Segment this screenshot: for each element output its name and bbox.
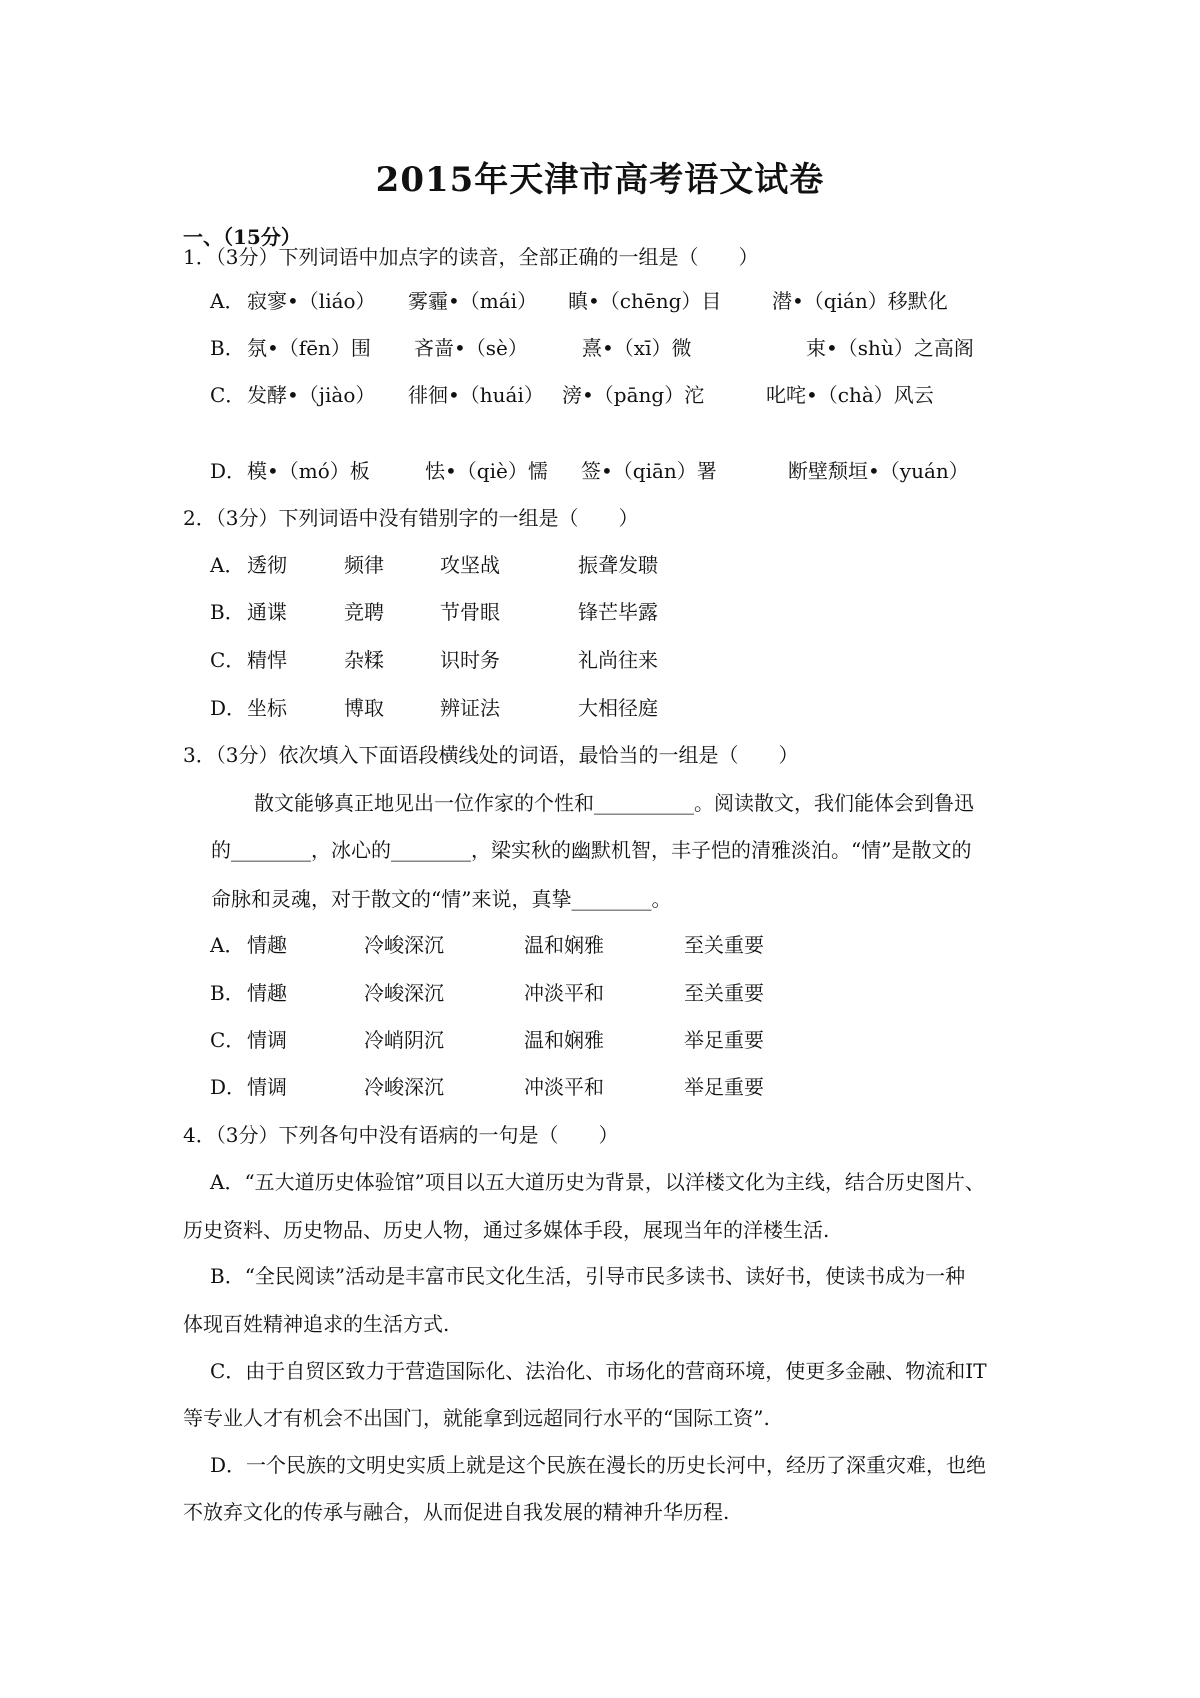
section-heading: 一、（15分） bbox=[183, 225, 301, 249]
q1-option-c-item-1: 发酵•（jiào） bbox=[247, 383, 376, 407]
q4-option-b-line-2: 体现百姓精神追求的生活方式. bbox=[183, 1312, 450, 1336]
q1-option-c-item-3: 滂•（pāng）沱 bbox=[562, 383, 705, 407]
q2-option-c-label: C． bbox=[210, 648, 246, 672]
q1-option-a-item-4: 潜•（qián）移默化 bbox=[772, 289, 948, 313]
q4-option-c-line-2: 等专业人才有机会不出国门，就能拿到远超同行水平的“国际工资”. bbox=[183, 1406, 770, 1430]
q2-option-d-item-1: 坐标 bbox=[247, 696, 287, 720]
q1-option-d-item-1: 模•（mó）板 bbox=[247, 459, 370, 483]
q2-option-c-item-1: 精悍 bbox=[247, 648, 287, 672]
q3-option-a-item-2: 冷峻深沉 bbox=[364, 933, 444, 957]
q3-option-b-label: B． bbox=[210, 981, 245, 1005]
question-3-stem: 3．（3分）依次填入下面语段横线处的词语，最恰当的一组是（ ） bbox=[183, 743, 799, 767]
q1-option-b-item-2: 吝啬•（sè） bbox=[414, 336, 528, 360]
q2-option-c-item-3: 识时务 bbox=[440, 648, 500, 672]
q2-option-d-item-4: 大相径庭 bbox=[578, 696, 658, 720]
q1-option-a-item-1: 寂寥•（liáo） bbox=[247, 289, 376, 313]
q1-option-a-item-2: 雾霾•（mái） bbox=[408, 289, 538, 313]
q3-option-b-item-1: 情趣 bbox=[247, 981, 287, 1005]
q2-option-a-item-1: 透彻 bbox=[247, 553, 287, 577]
q2-option-d-label: D． bbox=[210, 696, 247, 720]
q4-option-a-line-1: A．“五大道历史体验馆”项目以五大道历史为背景，以洋楼文化为主线，结合历史图片、 bbox=[210, 1170, 985, 1194]
q2-option-b-item-2: 竞聘 bbox=[344, 600, 384, 624]
q3-option-a-item-3: 温和娴雅 bbox=[524, 933, 604, 957]
q1-option-b-label: B． bbox=[210, 336, 245, 360]
q1-option-c-item-2: 徘徊•（huái） bbox=[408, 383, 544, 407]
q4-option-d-line-1: D．一个民族的文明史实质上就是这个民族在漫长的历史长河中，经历了深重灾难，也绝 bbox=[210, 1453, 987, 1477]
q3-option-c-item-2: 冷峭阴沉 bbox=[364, 1028, 444, 1052]
q3-option-d-item-2: 冷峻深沉 bbox=[364, 1075, 444, 1099]
q1-option-c-label: C． bbox=[210, 383, 246, 407]
q3-option-d-item-4: 举足重要 bbox=[684, 1075, 764, 1099]
q1-option-b-item-4: 束•（shù）之高阁 bbox=[806, 336, 974, 360]
q3-option-a-label: A． bbox=[210, 933, 245, 957]
q3-passage-line-2: 的________，冰心的________，梁实秋的幽默机智，丰子恺的清雅淡泊。“情”是散文的 bbox=[211, 838, 972, 862]
q1-option-d-item-2: 怯•（qiè）懦 bbox=[425, 459, 548, 483]
q2-option-d-item-2: 博取 bbox=[344, 696, 384, 720]
q2-option-a-item-2: 频律 bbox=[344, 553, 384, 577]
q1-option-c-item-4: 叱咤•（chà）风云 bbox=[766, 383, 934, 407]
q3-option-c-item-1: 情调 bbox=[247, 1028, 287, 1052]
q2-option-d-item-3: 辨证法 bbox=[440, 696, 500, 720]
q1-option-d-item-3: 签•（qiān）署 bbox=[581, 459, 717, 483]
q1-option-a-item-3: 瞋•（chēng）目 bbox=[568, 289, 722, 313]
q2-option-b-item-1: 通谍 bbox=[247, 600, 287, 624]
q2-option-b-item-4: 锋芒毕露 bbox=[578, 600, 658, 624]
q1-option-d-label: D． bbox=[210, 459, 247, 483]
q4-option-a-line-2: 历史资料、历史物品、历史人物，通过多媒体手段，展现当年的洋楼生活. bbox=[183, 1218, 830, 1242]
q3-option-d-item-3: 冲淡平和 bbox=[524, 1075, 604, 1099]
q3-passage-line-3: 命脉和灵魂，对于散文的“情”来说，真挚________。 bbox=[211, 887, 672, 911]
q3-option-b-item-2: 冷峻深沉 bbox=[364, 981, 444, 1005]
q3-option-a-item-1: 情趣 bbox=[247, 933, 287, 957]
q1-option-a-label: A． bbox=[210, 289, 245, 313]
q3-option-c-item-4: 举足重要 bbox=[684, 1028, 764, 1052]
q2-option-a-item-3: 攻坚战 bbox=[440, 553, 500, 577]
q3-option-d-label: D． bbox=[210, 1075, 247, 1099]
q4-option-b-line-1: B．“全民阅读”活动是丰富市民文化生活，引导市民多读书、读好书，使读书成为一种 bbox=[210, 1264, 966, 1288]
q4-option-d-line-2: 不放弃文化的传承与融合，从而促进自我发展的精神升华历程. bbox=[183, 1500, 730, 1524]
q1-option-b-item-1: 氛•（fēn）围 bbox=[247, 336, 371, 360]
q3-option-b-item-4: 至关重要 bbox=[684, 981, 764, 1005]
q2-option-b-label: B． bbox=[210, 600, 245, 624]
q3-option-c-label: C． bbox=[210, 1028, 246, 1052]
q2-option-c-item-2: 杂糅 bbox=[344, 648, 384, 672]
q3-option-a-item-4: 至关重要 bbox=[684, 933, 764, 957]
page-title: 2015年天津市高考语文试卷 bbox=[375, 160, 825, 200]
q2-option-a-item-4: 振聋发聩 bbox=[578, 553, 658, 577]
question-2-stem: 2．（3分）下列词语中没有错别字的一组是（ ） bbox=[183, 506, 639, 530]
q1-option-b-item-3: 熹•（xī）微 bbox=[582, 336, 692, 360]
question-4-stem: 4．（3分）下列各句中没有语病的一句是（ ） bbox=[183, 1123, 619, 1147]
q2-option-c-item-4: 礼尚往来 bbox=[578, 648, 658, 672]
q3-option-c-item-3: 温和娴雅 bbox=[524, 1028, 604, 1052]
q3-option-b-item-3: 冲淡平和 bbox=[524, 981, 604, 1005]
question-1-stem: 1．（3分）下列词语中加点字的读音，全部正确的一组是（ ） bbox=[183, 245, 759, 269]
q2-option-b-item-3: 节骨眼 bbox=[440, 600, 500, 624]
q3-passage-line-1: 散文能够真正地见出一位作家的个性和__________。阅读散文，我们能体会到鲁迅 bbox=[254, 791, 974, 815]
q3-option-d-item-1: 情调 bbox=[247, 1075, 287, 1099]
q2-option-a-label: A． bbox=[210, 553, 245, 577]
q4-option-c-line-1: C．由于自贸区致力于营造国际化、法治化、市场化的营商环境，使更多金融、物流和IT bbox=[210, 1359, 987, 1383]
q1-option-d-item-4: 断壁颓垣•（yuán） bbox=[788, 459, 969, 483]
